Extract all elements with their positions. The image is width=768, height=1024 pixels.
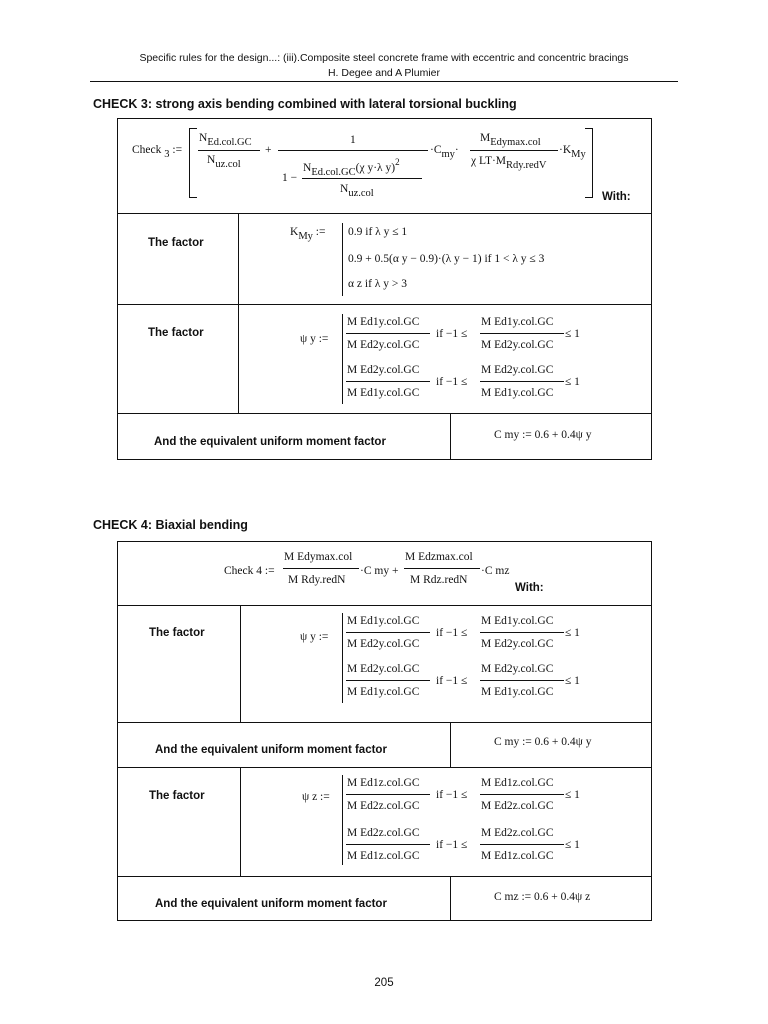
- check4-with-label: With:: [515, 582, 544, 594]
- fraction-line: [480, 794, 564, 795]
- check4-col-divider-3: [240, 767, 241, 876]
- one-numerator: 1: [350, 134, 356, 146]
- psi-num-2: M Ed2y.col.GC: [347, 364, 420, 376]
- kmy-case-2: 0.9 + 0.5(α y − 0.9)·(λ y − 1) if 1 < λ y ≤ 3: [348, 253, 545, 265]
- check4-cmz: C mz := 0.6 + 0.4ψ z: [494, 891, 591, 903]
- check3-title: CHECK 3: strong axis bending combined with lateral torsional buckling: [93, 97, 517, 111]
- check3-factor-label-2: The factor: [148, 327, 204, 339]
- psi-rnum-2: M Ed2y.col.GC: [481, 663, 554, 675]
- psi-den-2: M Ed1y.col.GC: [347, 686, 420, 698]
- m-edzmax: M Edzmax.col: [405, 551, 473, 563]
- bracket-right: [585, 128, 593, 198]
- check4-equiv-label-2: And the equivalent uniform moment factor: [155, 898, 387, 910]
- psi-den-1: M Ed2y.col.GC: [347, 339, 420, 351]
- fraction-line: [346, 333, 430, 334]
- check3-divider-2: [117, 304, 652, 305]
- psi-le-1: ≤ 1: [565, 627, 580, 639]
- psi-z-lhs: ψ z :=: [302, 791, 330, 803]
- psi-num-2: M Ed2y.col.GC: [347, 663, 420, 675]
- psi-den-2: M Ed1y.col.GC: [347, 387, 420, 399]
- header-rule: [90, 81, 678, 82]
- psi-y-lhs: ψ y :=: [300, 631, 329, 643]
- kmy-lhs: KMy :=: [290, 226, 326, 242]
- fraction-line: [470, 150, 558, 151]
- check4-factor-label-2: The factor: [149, 790, 205, 802]
- fraction-line: [198, 150, 260, 151]
- fraction-line: [346, 632, 430, 633]
- page-number: 205: [374, 977, 394, 989]
- psi-num-1: M Ed1y.col.GC: [347, 615, 420, 627]
- check4-cmy: C my := 0.6 + 0.4ψ y: [494, 736, 592, 748]
- fraction-line: [480, 333, 564, 334]
- check4-divider-3: [117, 767, 652, 768]
- check3-divider-3: [117, 413, 652, 414]
- check3-with-label: With:: [602, 191, 631, 203]
- check3-col-divider: [238, 213, 239, 413]
- chi-lt-mrdy: χ LT·MRdy.redV: [471, 155, 547, 171]
- fraction-line: [480, 381, 564, 382]
- n-ed-numerator: NEd.col.GC: [199, 132, 252, 148]
- psi-rnum-1: M Ed1y.col.GC: [481, 615, 554, 627]
- psi-num-1: M Ed1z.col.GC: [347, 777, 420, 789]
- c-mz: ·C mz: [481, 565, 510, 577]
- psi-rden-1: M Ed2y.col.GC: [481, 339, 554, 351]
- psi-den-2: M Ed1z.col.GC: [347, 850, 420, 862]
- psi-rnum-2: M Ed2z.col.GC: [481, 827, 554, 839]
- check4-col-divider-2: [450, 722, 451, 767]
- psi-le-1: ≤ 1: [565, 789, 580, 801]
- inner-denominator: Nuz.col: [340, 183, 374, 199]
- bracket-left: [189, 128, 197, 198]
- fraction-line: [346, 794, 430, 795]
- psi-rden-1: M Ed2z.col.GC: [481, 800, 554, 812]
- one-minus: 1 −: [282, 172, 298, 184]
- cases-bar: [342, 775, 343, 865]
- plus-sign: +: [265, 144, 272, 156]
- check4-lhs: Check 4 :=: [224, 565, 275, 577]
- fraction-line: [480, 680, 564, 681]
- check3-divider-1: [117, 213, 652, 214]
- psi-den-1: M Ed2y.col.GC: [347, 638, 420, 650]
- check4-table: [117, 541, 652, 921]
- psi-cond-2: if −1 ≤: [436, 675, 468, 687]
- check3-col-divider-bottom: [450, 413, 451, 460]
- psi-cond-2: if −1 ≤: [436, 839, 468, 851]
- psi-rnum-1: M Ed1y.col.GC: [481, 316, 554, 328]
- psi-rnum-1: M Ed1z.col.GC: [481, 777, 554, 789]
- m-edymax: MEdymax.col: [480, 132, 541, 148]
- m-edymax: M Edymax.col: [284, 551, 353, 563]
- check4-col-divider-4: [450, 876, 451, 921]
- check4-divider-1: [117, 605, 652, 606]
- psi-rnum-2: M Ed2y.col.GC: [481, 364, 554, 376]
- psi-den-1: M Ed2z.col.GC: [347, 800, 420, 812]
- psi-num-2: M Ed2z.col.GC: [347, 827, 420, 839]
- psi-rden-2: M Ed1z.col.GC: [481, 850, 554, 862]
- cases-bar: [342, 613, 343, 703]
- fraction-line: [302, 178, 422, 179]
- fraction-line: [346, 844, 430, 845]
- k-my-factor: ·KMy: [559, 144, 586, 160]
- m-rdz-redn: M Rdz.redN: [410, 574, 468, 586]
- psi-le-1: ≤ 1: [565, 328, 580, 340]
- psi-rden-1: M Ed2y.col.GC: [481, 638, 554, 650]
- psi-cond-2: if −1 ≤: [436, 376, 468, 388]
- c-my-plus: ·C my +: [360, 565, 399, 577]
- kmy-case-1: 0.9 if λ y ≤ 1: [348, 226, 408, 238]
- psi-le-2: ≤ 1: [565, 675, 580, 687]
- running-header-title: Specific rules for the design...: (iii).Composite steel concrete frame with eccentric and concentric bracings: [139, 52, 629, 64]
- fraction-line: [404, 568, 480, 569]
- fraction-line: [278, 150, 428, 151]
- cases-bar: [342, 314, 343, 404]
- fraction-line: [480, 844, 564, 845]
- check3-lhs: Check 3 :=: [132, 144, 183, 160]
- fraction-line: [346, 381, 430, 382]
- running-header-authors: H. Degee and A Plumier: [327, 67, 441, 79]
- c-my-factor: ·Cmy·: [430, 144, 459, 160]
- check4-factor-label-1: The factor: [149, 627, 205, 639]
- cases-bar: [342, 223, 343, 296]
- kmy-case-3: α z if λ y > 3: [348, 278, 407, 290]
- fraction-line: [346, 680, 430, 681]
- psi-y-lhs: ψ y :=: [300, 333, 329, 345]
- check4-divider-2: [117, 722, 652, 723]
- check3-factor-label-1: The factor: [148, 237, 204, 249]
- psi-cond-1: if −1 ≤: [436, 627, 468, 639]
- check4-title: CHECK 4: Biaxial bending: [93, 518, 248, 532]
- psi-cond-1: if −1 ≤: [436, 328, 468, 340]
- check4-col-divider-1: [240, 605, 241, 722]
- n-uz-denominator: Nuz.col: [207, 154, 241, 170]
- inner-numerator: NEd.col.GC(χ y·λ y)$^2$: [303, 157, 400, 178]
- psi-rden-2: M Ed1y.col.GC: [481, 387, 554, 399]
- psi-rden-2: M Ed1y.col.GC: [481, 686, 554, 698]
- check3-cmy: C my := 0.6 + 0.4ψ y: [494, 429, 592, 441]
- check3-equiv-label: And the equivalent uniform moment factor: [154, 436, 386, 448]
- psi-le-2: ≤ 1: [565, 839, 580, 851]
- check4-equiv-label-1: And the equivalent uniform moment factor: [155, 744, 387, 756]
- fraction-line: [283, 568, 359, 569]
- psi-num-1: M Ed1y.col.GC: [347, 316, 420, 328]
- fraction-line: [480, 632, 564, 633]
- m-rdy-redn: M Rdy.redN: [288, 574, 346, 586]
- psi-cond-1: if −1 ≤: [436, 789, 468, 801]
- check4-divider-4: [117, 876, 652, 877]
- psi-le-2: ≤ 1: [565, 376, 580, 388]
